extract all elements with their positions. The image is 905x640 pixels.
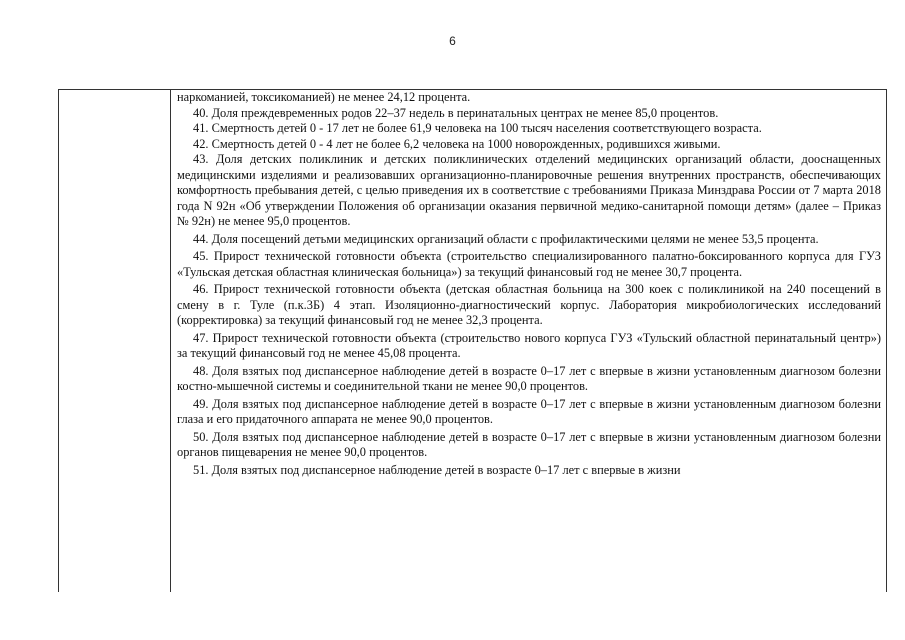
paragraph-44: 44. Доля посещений детьми медицинских организаций области с профилактическими целями не менее 53,5 процента. xyxy=(193,231,819,246)
paragraph-42: 42. Смертность детей 0 - 4 лет не более 6,2 человека на 1000 новорожденных, родившихся живыми. xyxy=(193,136,721,151)
table-left-cell xyxy=(59,90,171,592)
paragraph-49: 49. Доля взятых под диспансерное наблюдение детей в возрасте 0–17 лет с впервые в жизни установленным диагнозом болезни глаза и его придаточного аппарата не менее 90,0 процентов. xyxy=(177,396,881,426)
paragraph-47: 47. Прирост технической готовности объекта (строительство нового корпуса ГУЗ «Тульский областной перинатальный центр») за текущий финансовый год не менее 45,08 процента. xyxy=(177,330,881,360)
paragraph-40: 40. Доля преждевременных родов 22–37 недель в перинатальных центрах не менее 85,0 процентов. xyxy=(193,105,719,120)
paragraph-50: 50. Доля взятых под диспансерное наблюдение детей в возрасте 0–17 лет с впервые в жизни установленным диагнозом болезни органов пищеварения не менее 90,0 процентов. xyxy=(177,429,881,459)
table-right-cell xyxy=(171,90,886,592)
document-table xyxy=(58,89,887,592)
paragraph-41: 41. Смертность детей 0 - 17 лет не более 61,9 человека на 100 тысяч населения соответствующего возраста. xyxy=(193,121,762,135)
paragraph-39-tail: наркоманией, токсикоманией) не менее 24,12 процента. xyxy=(177,90,471,104)
paragraph-48: 48. Доля взятых под диспансерное наблюдение детей в возрасте 0–17 лет с впервые в жизни установленным диагнозом болезни костно-мышечной системы и соединительной ткани не менее 90,0 процентов. xyxy=(177,363,881,393)
page-number: 6 xyxy=(449,34,456,48)
paragraph-46: 46. Прирост технической готовности объекта (детская областная больница на 300 коек с поликлиникой на 240 посещений в смену в г. Туле (п.к.3Б) 4 этап. Изоляционно-диагностический корпус. Лаборатория микробиологических исследований (корректировка) за текущий финансовый год не менее 32,3 процента. xyxy=(177,282,881,327)
paragraph-45: 45. Прирост технической готовности объекта (строительство специализированного палатно-боксированного корпуса для ГУЗ «Тульская детская областная клиническая больница») за текущий финансовый год не менее 30,7 процента. xyxy=(177,249,881,279)
paragraph-51: 51. Доля взятых под диспансерное наблюдение детей в возрасте 0–17 лет с впервые в жизни xyxy=(193,462,681,477)
paragraph-43: 43. Доля детских поликлиник и детских поликлинических отделений медицинских организаций области, дооснащенных медицинскими изделиями и реализовавших организационно-планировочные решения внутренних пространств, обеспечивающих комфортность пребывания детей, с целью приведения их в соответствие с требованиями Приказа Минздрава России от 7 марта 2018 года N 92н «Об утверждении Положения об организации оказания первичной медико-санитарной помощи детям» (далее – Приказ № 92н) не менее 95,0 процентов. xyxy=(177,152,881,228)
